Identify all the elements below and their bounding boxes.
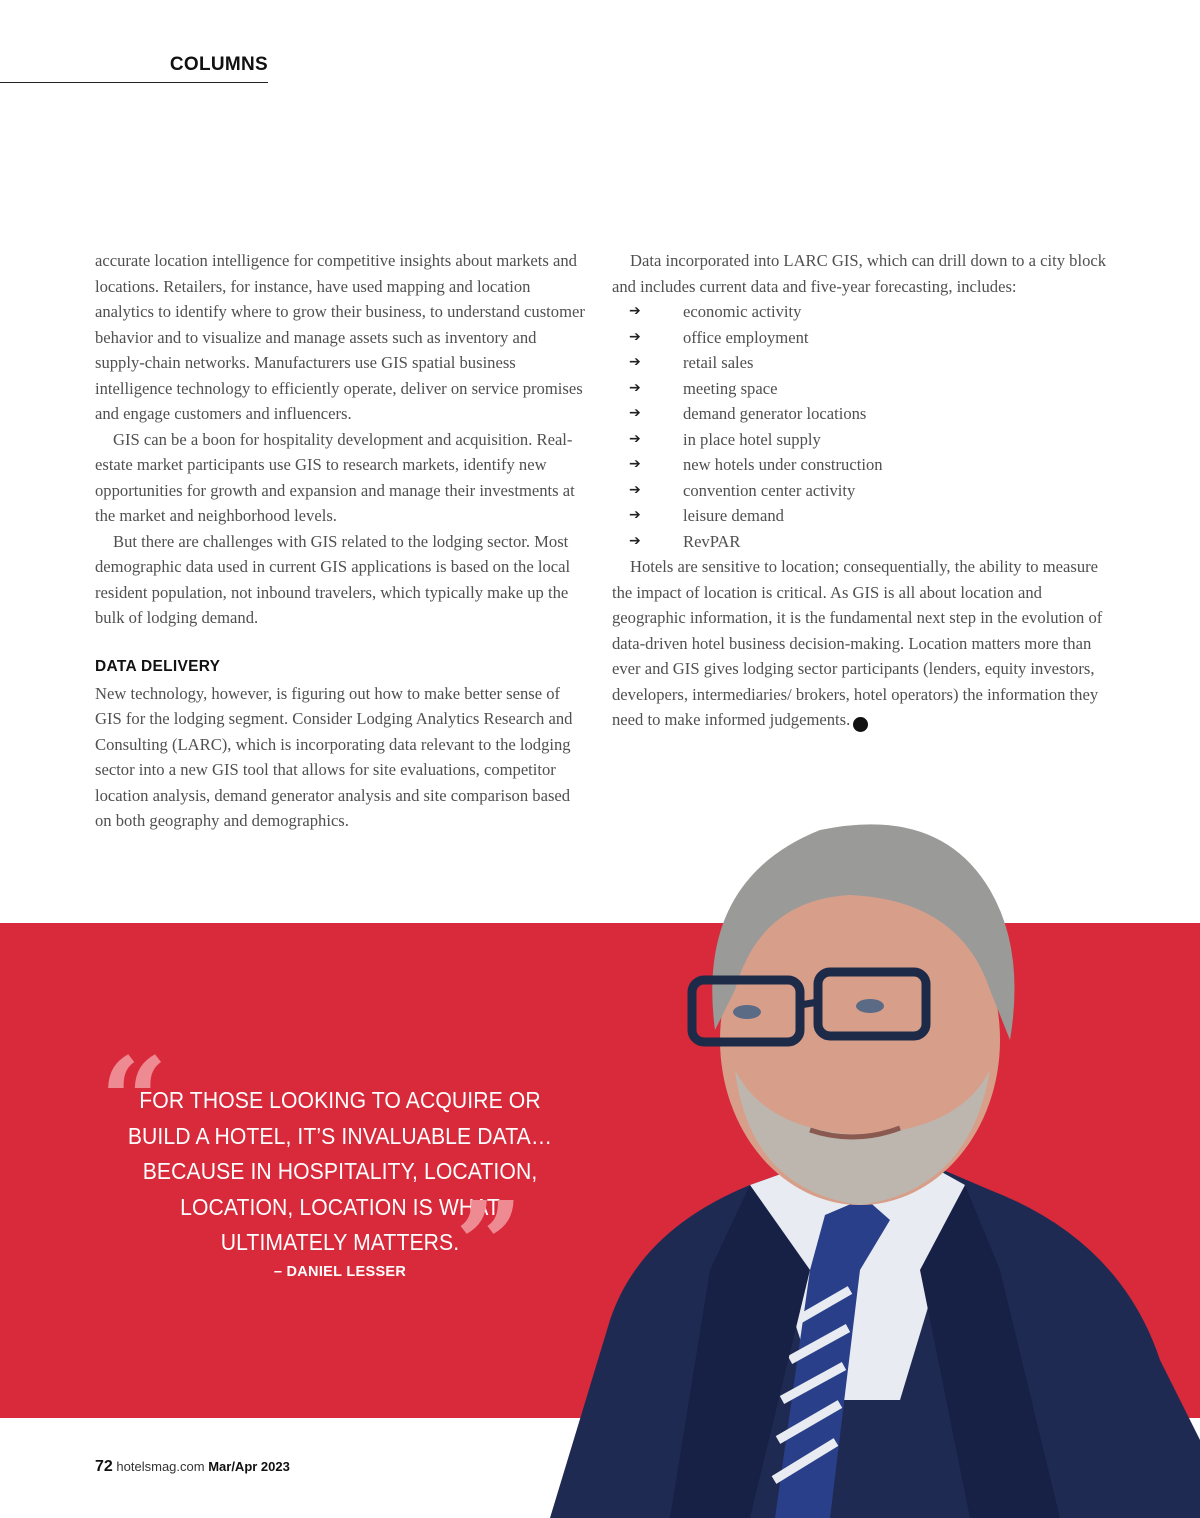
- list-item-text: economic activity: [683, 302, 802, 321]
- list-item: [612, 299, 1112, 325]
- list-item-text: office employment: [683, 327, 809, 347]
- open-quote-icon: “: [100, 1031, 168, 1170]
- arrow-right-icon: ➔: [629, 456, 641, 472]
- list-item-text: retail sales: [683, 353, 754, 372]
- list-item-text: meeting space: [683, 378, 778, 398]
- section-title: COLUMNS: [169, 54, 268, 75]
- arrow-right-icon: ➔: [629, 303, 641, 319]
- list-item: [612, 325, 1112, 351]
- subheading: DATA DELIVERY: [95, 657, 221, 675]
- list-item-text: new hotels under construction: [683, 455, 883, 474]
- list-item: [612, 427, 1112, 453]
- list-item-text: RevPAR: [683, 531, 741, 551]
- author-portrait: [520, 800, 1200, 1518]
- arrow-right-icon: ➔: [629, 405, 641, 421]
- left-column: [95, 248, 585, 834]
- close-quote-icon: ”: [455, 1175, 523, 1314]
- paragraph: New technology, however, is figuring out how to make better sense of GIS for the lodging segment. Consider Lodging Analytics Research and Consulting (LARC), which is incorporating data relevant to the lodging sector into a new GIS tool that allows for site evaluations, competitor location analysis, demand generator analysis and site comparison based on both geography and demographics.: [95, 683, 573, 830]
- paragraph: But there are challenges with GIS related to the lodging sector. Most demographic data used in current GIS applications is based on the local resident population, not inbound travelers, which typically make up the bulk of lodging demand.: [95, 531, 571, 627]
- paragraph: accurate location intelligence for competitive insights about markets and locations. Retailers, for instance, have used mapping and location analytics to identify where to grow their business, to understand customer behavior and to visualize and manage assets such as inventory and supply-chain networks. Manufacturers use GIS spatial business intelligence technology to efficiently operate, deliver on service promises and engage customers and influencers.: [95, 251, 585, 423]
- arrow-right-icon: ➔: [629, 379, 641, 396]
- paragraph: [612, 554, 1112, 733]
- paragraph: Data incorporated into LARC GIS, which can drill down to a city block and includes current data and five-year forecasting, includes:: [612, 251, 1107, 296]
- right-column: [612, 248, 1112, 733]
- list-item-text: leisure demand: [683, 506, 784, 525]
- list-item: [612, 452, 1112, 478]
- issue-date: Mar/Apr 2023: [208, 1459, 290, 1474]
- list-item-text: convention center activity: [683, 480, 856, 500]
- arrow-right-icon: ➔: [629, 532, 641, 549]
- list-item: [612, 401, 1112, 427]
- closing-text: Hotels are sensitive to location; consequentially, the ability to measure the impact of location is critical. As GIS is all about location and geographic information, it is the fundamental next step in the evolution of data-driven hotel business decision-making. Location matters more than ever and GIS gives lodging sector participants (lenders, equity investors, developers, intermediaries/ brokers, hotel operators) the information they need to make informed judgements.: [612, 557, 1103, 729]
- arrow-right-icon: ➔: [629, 430, 641, 447]
- arrow-right-icon: ➔: [629, 481, 641, 498]
- site-name: hotelsmag.com: [116, 1459, 205, 1474]
- bullet-list: [612, 299, 1112, 554]
- arrow-right-icon: ➔: [629, 354, 641, 370]
- list-item: [612, 503, 1112, 529]
- list-item: [612, 350, 1112, 376]
- arrow-right-icon: ➔: [629, 507, 641, 523]
- list-item-text: in place hotel supply: [683, 429, 821, 449]
- pull-quote-text: FOR THOSE LOOKING TO ACQUIRE OR BUILD A HOTEL, IT’S INVALUABLE DATA… BECAUSE IN HOSPITALITY, LOCATION, LOCATION, LOCATION IS WHAT ULTIMATELY MATTERS.: [127, 1087, 553, 1255]
- page-footer: [95, 1458, 290, 1476]
- list-item-text: demand generator locations: [683, 404, 867, 423]
- list-item: [612, 529, 1112, 555]
- end-mark-icon: H: [853, 717, 868, 732]
- arrow-right-icon: ➔: [629, 328, 641, 345]
- list-item: [612, 376, 1112, 402]
- list-item: [612, 478, 1112, 504]
- section-label: [0, 54, 268, 83]
- paragraph: GIS can be a boon for hospitality development and acquisition. Real-estate market participants use GIS to research markets, identify new opportunities for growth and expansion and manage their investments at the market and neighborhood levels.: [95, 429, 575, 525]
- pull-quote-attribution: – DANIEL LESSER: [273, 1264, 407, 1280]
- page-number: 72: [95, 1458, 113, 1475]
